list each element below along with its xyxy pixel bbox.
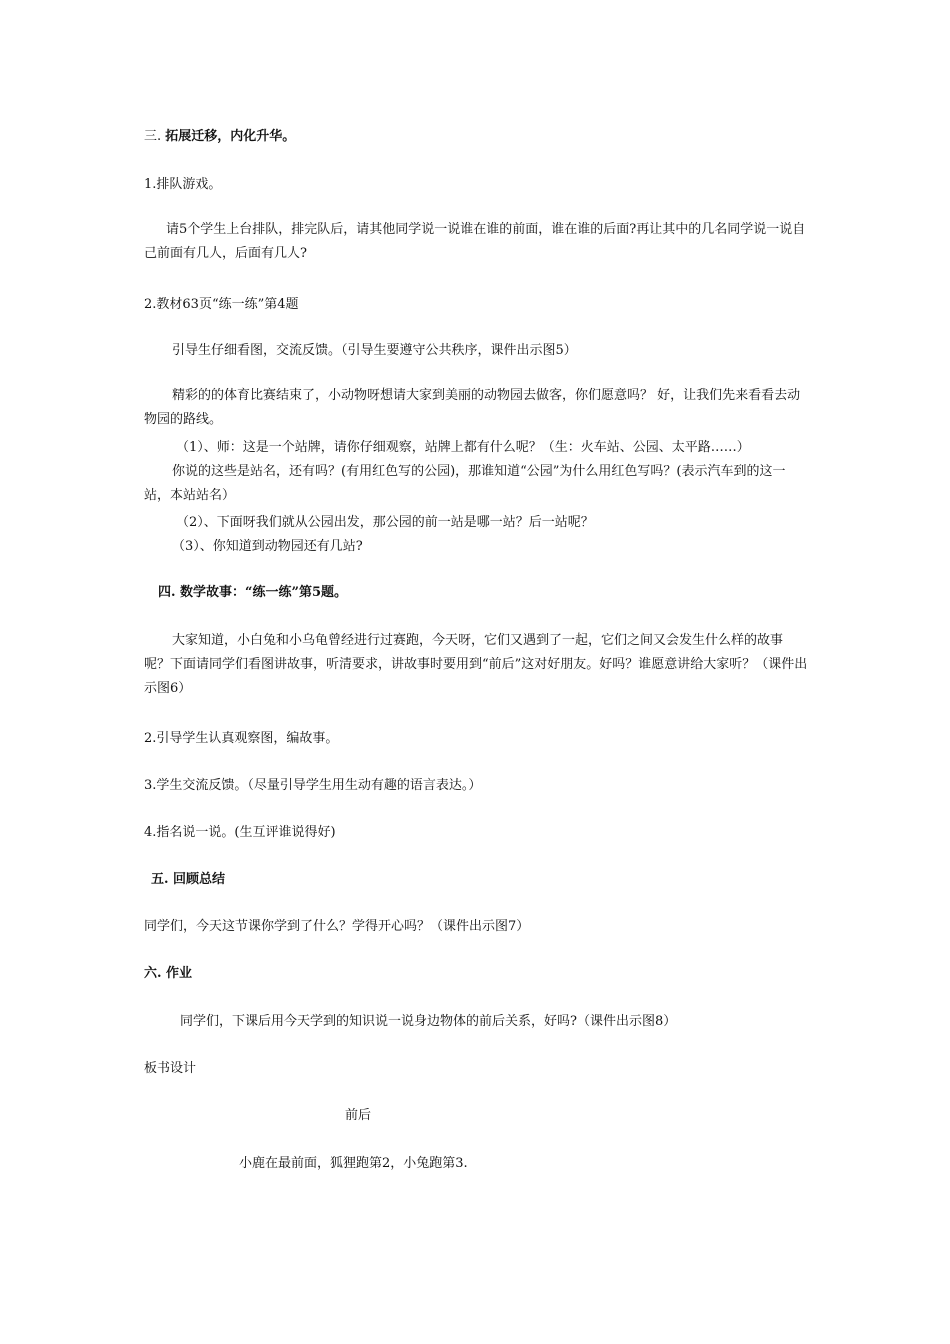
section-4-item-3: 3.学生交流反馈。（尽量引导学生用生动有趣的语言表达。） bbox=[144, 778, 482, 793]
section-5-title: 五. 回顾总结 bbox=[151, 872, 226, 887]
section-6-body: 同学们，下课后用今天学到的知识说一说身边物体的前后关系，好吗?（课件出示图8） bbox=[180, 1014, 677, 1029]
item-3-2-question-1-follow: 你说的这些是站名，还有吗？(有用红色写的公园)，那谁知道“公园”为什么用红色写吗？(表示汽车到的这一站，本站站名） bbox=[144, 464, 786, 503]
item-3-2-question-3: （3）、你知道到动物园还有几站? bbox=[172, 539, 363, 554]
item-3-2-guide: 引导生仔细看图，交流反馈。（引导生要遵守公共秩序，课件出示图5） bbox=[172, 343, 577, 358]
item-3-2-label: 2.教材63页“练一练”第4题 bbox=[144, 297, 299, 312]
item-3-2-intro: 精彩的的体育比赛结束了，小动物呀想请大家到美丽的动物园去做客，你们愿意吗？ 好，让我们先来看看去动物园的路线。 bbox=[144, 388, 801, 427]
section-3-number: 三. bbox=[144, 129, 162, 144]
board-content: 小鹿在最前面，狐狸跑第2，小兔跑第3. bbox=[239, 1156, 468, 1171]
board-design-label: 板书设计 bbox=[144, 1061, 197, 1076]
item-3-1-label: 1.排队游戏。 bbox=[144, 177, 222, 192]
section-3-title: 拓展迁移，内化升华。 bbox=[165, 129, 296, 144]
item-3-2-question-1: （1）、师：这是一个站牌，请你仔细观察，站牌上都有什么呢？（生：火车站、公园、太平路……） bbox=[176, 440, 750, 455]
board-heading: 前后 bbox=[345, 1108, 372, 1123]
section-6-title: 六. 作业 bbox=[144, 966, 193, 981]
item-3-1-body: 请5个学生上台排队，排完队后，请其他同学说一说谁在谁的前面，谁在谁的后面?再让其中的几名同学说一说自己前面有几人，后面有几人? bbox=[144, 222, 806, 261]
item-3-2-question-2: （2）、下面呀我们就从公园出发，那公园的前一站是哪一站？后一站呢？ bbox=[176, 515, 594, 530]
section-3-heading bbox=[144, 127, 295, 147]
section-4-title: 四. 数学故事：“练一练”第5题。 bbox=[158, 585, 348, 600]
section-4-item-2: 2.引导学生认真观察图，编故事。 bbox=[144, 731, 339, 746]
section-4-item-4: 4.指名说一说。(生互评谁说得好) bbox=[144, 825, 336, 840]
section-5-body: 同学们，今天这节课你学到了什么？学得开心吗？（课件出示图7） bbox=[144, 919, 530, 934]
section-4-body: 大家知道，小白兔和小乌龟曾经进行过赛跑，今天呀，它们又遇到了一起，它们之间又会发生什么样的故事呢？下面请同学们看图讲故事，听清要求，讲故事时要用到“前后”这对好朋友。好吗？谁愿意讲给大家听？（课件出示图6） bbox=[144, 633, 808, 696]
